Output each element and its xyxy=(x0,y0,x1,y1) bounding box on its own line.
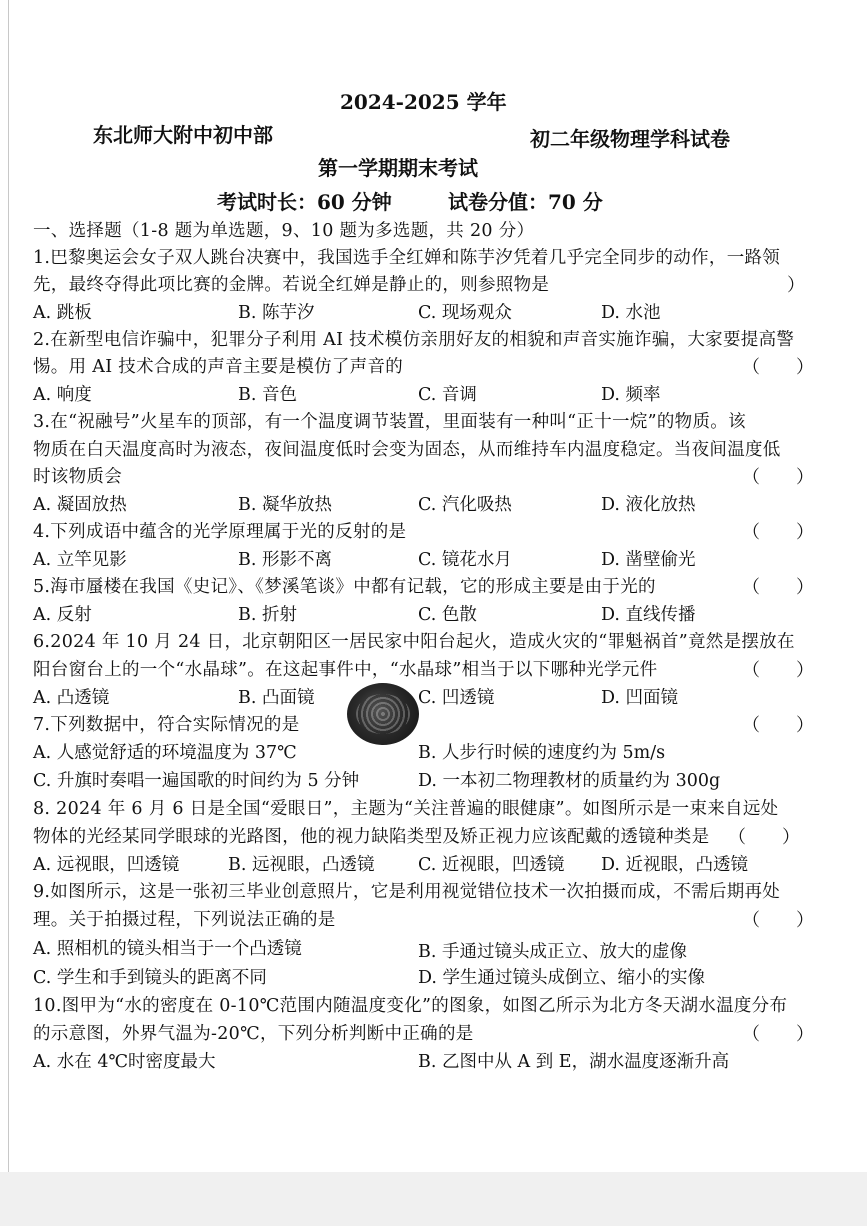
q7-answer-bracket: （ ） xyxy=(742,715,814,736)
q6-option-b: B. 凸面镜 xyxy=(238,688,315,708)
q4-option-c: C. 镜花水月 xyxy=(418,550,512,570)
q4-answer-bracket: （ ） xyxy=(742,522,814,543)
q6-option-d: D. 凹面镜 xyxy=(601,688,679,708)
q6-line-1: 6.2024 年 10 月 24 日，北京朝阳区一居民家中阳台起火，造成火灾的“罪魁祸首”竟然是摆放在 xyxy=(33,632,795,652)
q9-option-a: A. 照相机的镜头相当于一个凸透镜 xyxy=(33,939,302,959)
q1-option-b: B. 陈芋汐 xyxy=(238,303,315,323)
q2-line-2: 惕。用 AI 技术合成的声音主要是模仿了声音的 xyxy=(33,357,404,377)
q8-line-2: 物体的光经某同学眼球的光路图，他的视力缺陷类型及矫正视力应该配戴的透镜种类是 xyxy=(33,827,710,847)
q5-option-d: D. 直线传播 xyxy=(601,605,696,625)
q8-option-a: A. 远视眼，凹透镜 xyxy=(33,855,180,875)
crystal-ball-texture xyxy=(356,694,410,734)
q5-option-b: B. 折射 xyxy=(238,605,297,625)
exam-title: 第一学期期末考试 xyxy=(318,156,478,180)
q10-option-b: B. 乙图中从 A 到 E，湖水温度逐渐升高 xyxy=(418,1052,730,1072)
q9-line-1: 9.如图所示，这是一张初三毕业创意照片，它是利用视觉错位技术一次拍摄而成，不需后期再处 xyxy=(33,882,781,902)
school-year: 2024-2025 学年 xyxy=(340,90,507,114)
q8-line-1: 8. 2024 年 6 月 6 日是全国“爱眼日”，主题为“关注普遍的眼健康”。如图所示是一束来自远处 xyxy=(33,799,779,819)
q8-option-b: B. 远视眼，凸透镜 xyxy=(228,855,375,875)
q5-option-a: A. 反射 xyxy=(33,605,92,625)
q4-option-d: D. 凿壁偷光 xyxy=(601,550,696,570)
q10-answer-bracket: （ ） xyxy=(742,1024,814,1045)
q6-option-c: C. 凹透镜 xyxy=(418,688,495,708)
q2-option-c: C. 音调 xyxy=(418,385,477,405)
q6-option-a: A. 凸透镜 xyxy=(33,688,110,708)
q5-option-c: C. 色散 xyxy=(418,605,477,625)
q10-option-a: A. 水在 4℃时密度最大 xyxy=(33,1052,216,1072)
q3-answer-bracket: （ ） xyxy=(742,467,814,488)
q8-option-d: D. 近视眼，凸透镜 xyxy=(601,855,749,875)
q7-line-1: 7.下列数据中，符合实际情况的是 xyxy=(33,715,300,735)
q7-option-a: A. 人感觉舒适的环境温度为 37℃ xyxy=(33,743,297,763)
q3-option-a: A. 凝固放热 xyxy=(33,495,127,515)
q9-answer-bracket: （ ） xyxy=(742,910,814,931)
q7-option-c: C. 升旗时奏唱一遍国歌的时间约为 5 分钟 xyxy=(33,771,360,791)
q4-option-a: A. 立竿见影 xyxy=(33,550,127,570)
q5-line-1: 5.海市蜃楼在我国《史记》、《梦溪笔谈》中都有记载，它的形成主要是由于光的 xyxy=(33,577,656,597)
exam-duration: 考试时长：60 分钟 xyxy=(217,190,392,214)
q3-option-c: C. 汽化吸热 xyxy=(418,495,512,515)
q1-line-1: 1.巴黎奥运会女子双人跳台决赛中，我国选手全红婵和陈芋汐凭着几乎完全同步的动作，一路领 xyxy=(33,248,781,268)
school-name: 东北师大附中初中部 xyxy=(93,123,273,147)
q2-option-a: A. 响度 xyxy=(33,385,92,405)
q8-option-c: C. 近视眼，凹透镜 xyxy=(418,855,565,875)
exam-total-score: 试卷分值：70 分 xyxy=(448,190,603,214)
q6-answer-bracket: （ ） xyxy=(742,660,814,681)
q7-option-d: D. 一本初二物理教材的质量约为 300g xyxy=(418,771,721,791)
q2-option-d: D. 频率 xyxy=(601,385,661,405)
section-title: 一、选择题（1-8 题为单选题，9、10 题为多选题，共 20 分） xyxy=(33,221,535,241)
q3-line-3: 时该物质会 xyxy=(33,467,122,487)
q4-option-b: B. 形影不离 xyxy=(238,550,332,570)
q10-line-2: 的示意图，外界气温为-20℃，下列分析判断中正确的是 xyxy=(33,1024,474,1044)
q1-option-a: A. 跳板 xyxy=(33,303,92,323)
q5-answer-bracket: （ ） xyxy=(742,577,814,598)
q1-answer-bracket: ） xyxy=(787,275,805,296)
q6-line-2: 阳台窗台上的一个“水晶球”。在这起事件中，“水晶球”相当于以下哪种光学元件 xyxy=(33,660,658,680)
q2-option-b: B. 音色 xyxy=(238,385,297,405)
q2-line-1: 2.在新型电信诈骗中，犯罪分子利用 AI 技术模仿亲朋好友的相貌和声音实施诈骗，大家要提高警 xyxy=(33,330,795,350)
q3-option-b: B. 凝华放热 xyxy=(238,495,332,515)
q10-line-1: 10.图甲为“水的密度在 0-10℃范围内随温度变化”的图象，如图乙所示为北方冬天湖水温度分布 xyxy=(33,996,788,1016)
q7-option-b: B. 人步行时候的速度约为 5m/s xyxy=(418,743,666,763)
q9-option-b: B. 手通过镜头成正立、放大的虚像 xyxy=(418,942,687,962)
q1-line-2: 先，最终夺得此项比赛的金牌。若说全红婵是静止的，则参照物是 xyxy=(33,275,550,295)
q3-line-2: 物质在白天温度高时为液态，夜间温度低时会变为固态，从而维持车内温度稳定。当夜间温度低 xyxy=(33,440,781,460)
q1-option-d: D. 水池 xyxy=(601,303,661,323)
q4-line-1: 4.下列成语中蕴含的光学原理属于光的反射的是 xyxy=(33,522,407,542)
scan-bottom-margin xyxy=(0,1172,867,1226)
q3-line-1: 3.在“祝融号”火星车的顶部，有一个温度调节装置，里面装有一种叫“正十一烷”的物质。该 xyxy=(33,412,746,432)
exam-subject: 初二年级物理学科试卷 xyxy=(530,127,730,151)
q9-option-d: D. 学生通过镜头成倒立、缩小的实像 xyxy=(418,968,706,988)
q1-option-c: C. 现场观众 xyxy=(418,303,512,323)
q3-option-d: D. 液化放热 xyxy=(601,495,696,515)
q9-line-2: 理。关于拍摄过程，下列说法正确的是 xyxy=(33,910,336,930)
scan-edge-line xyxy=(8,0,9,1172)
q8-answer-bracket: （ ） xyxy=(728,827,800,848)
q9-option-c: C. 学生和手到镜头的距离不同 xyxy=(33,968,267,988)
q2-answer-bracket: （ ） xyxy=(742,357,814,378)
